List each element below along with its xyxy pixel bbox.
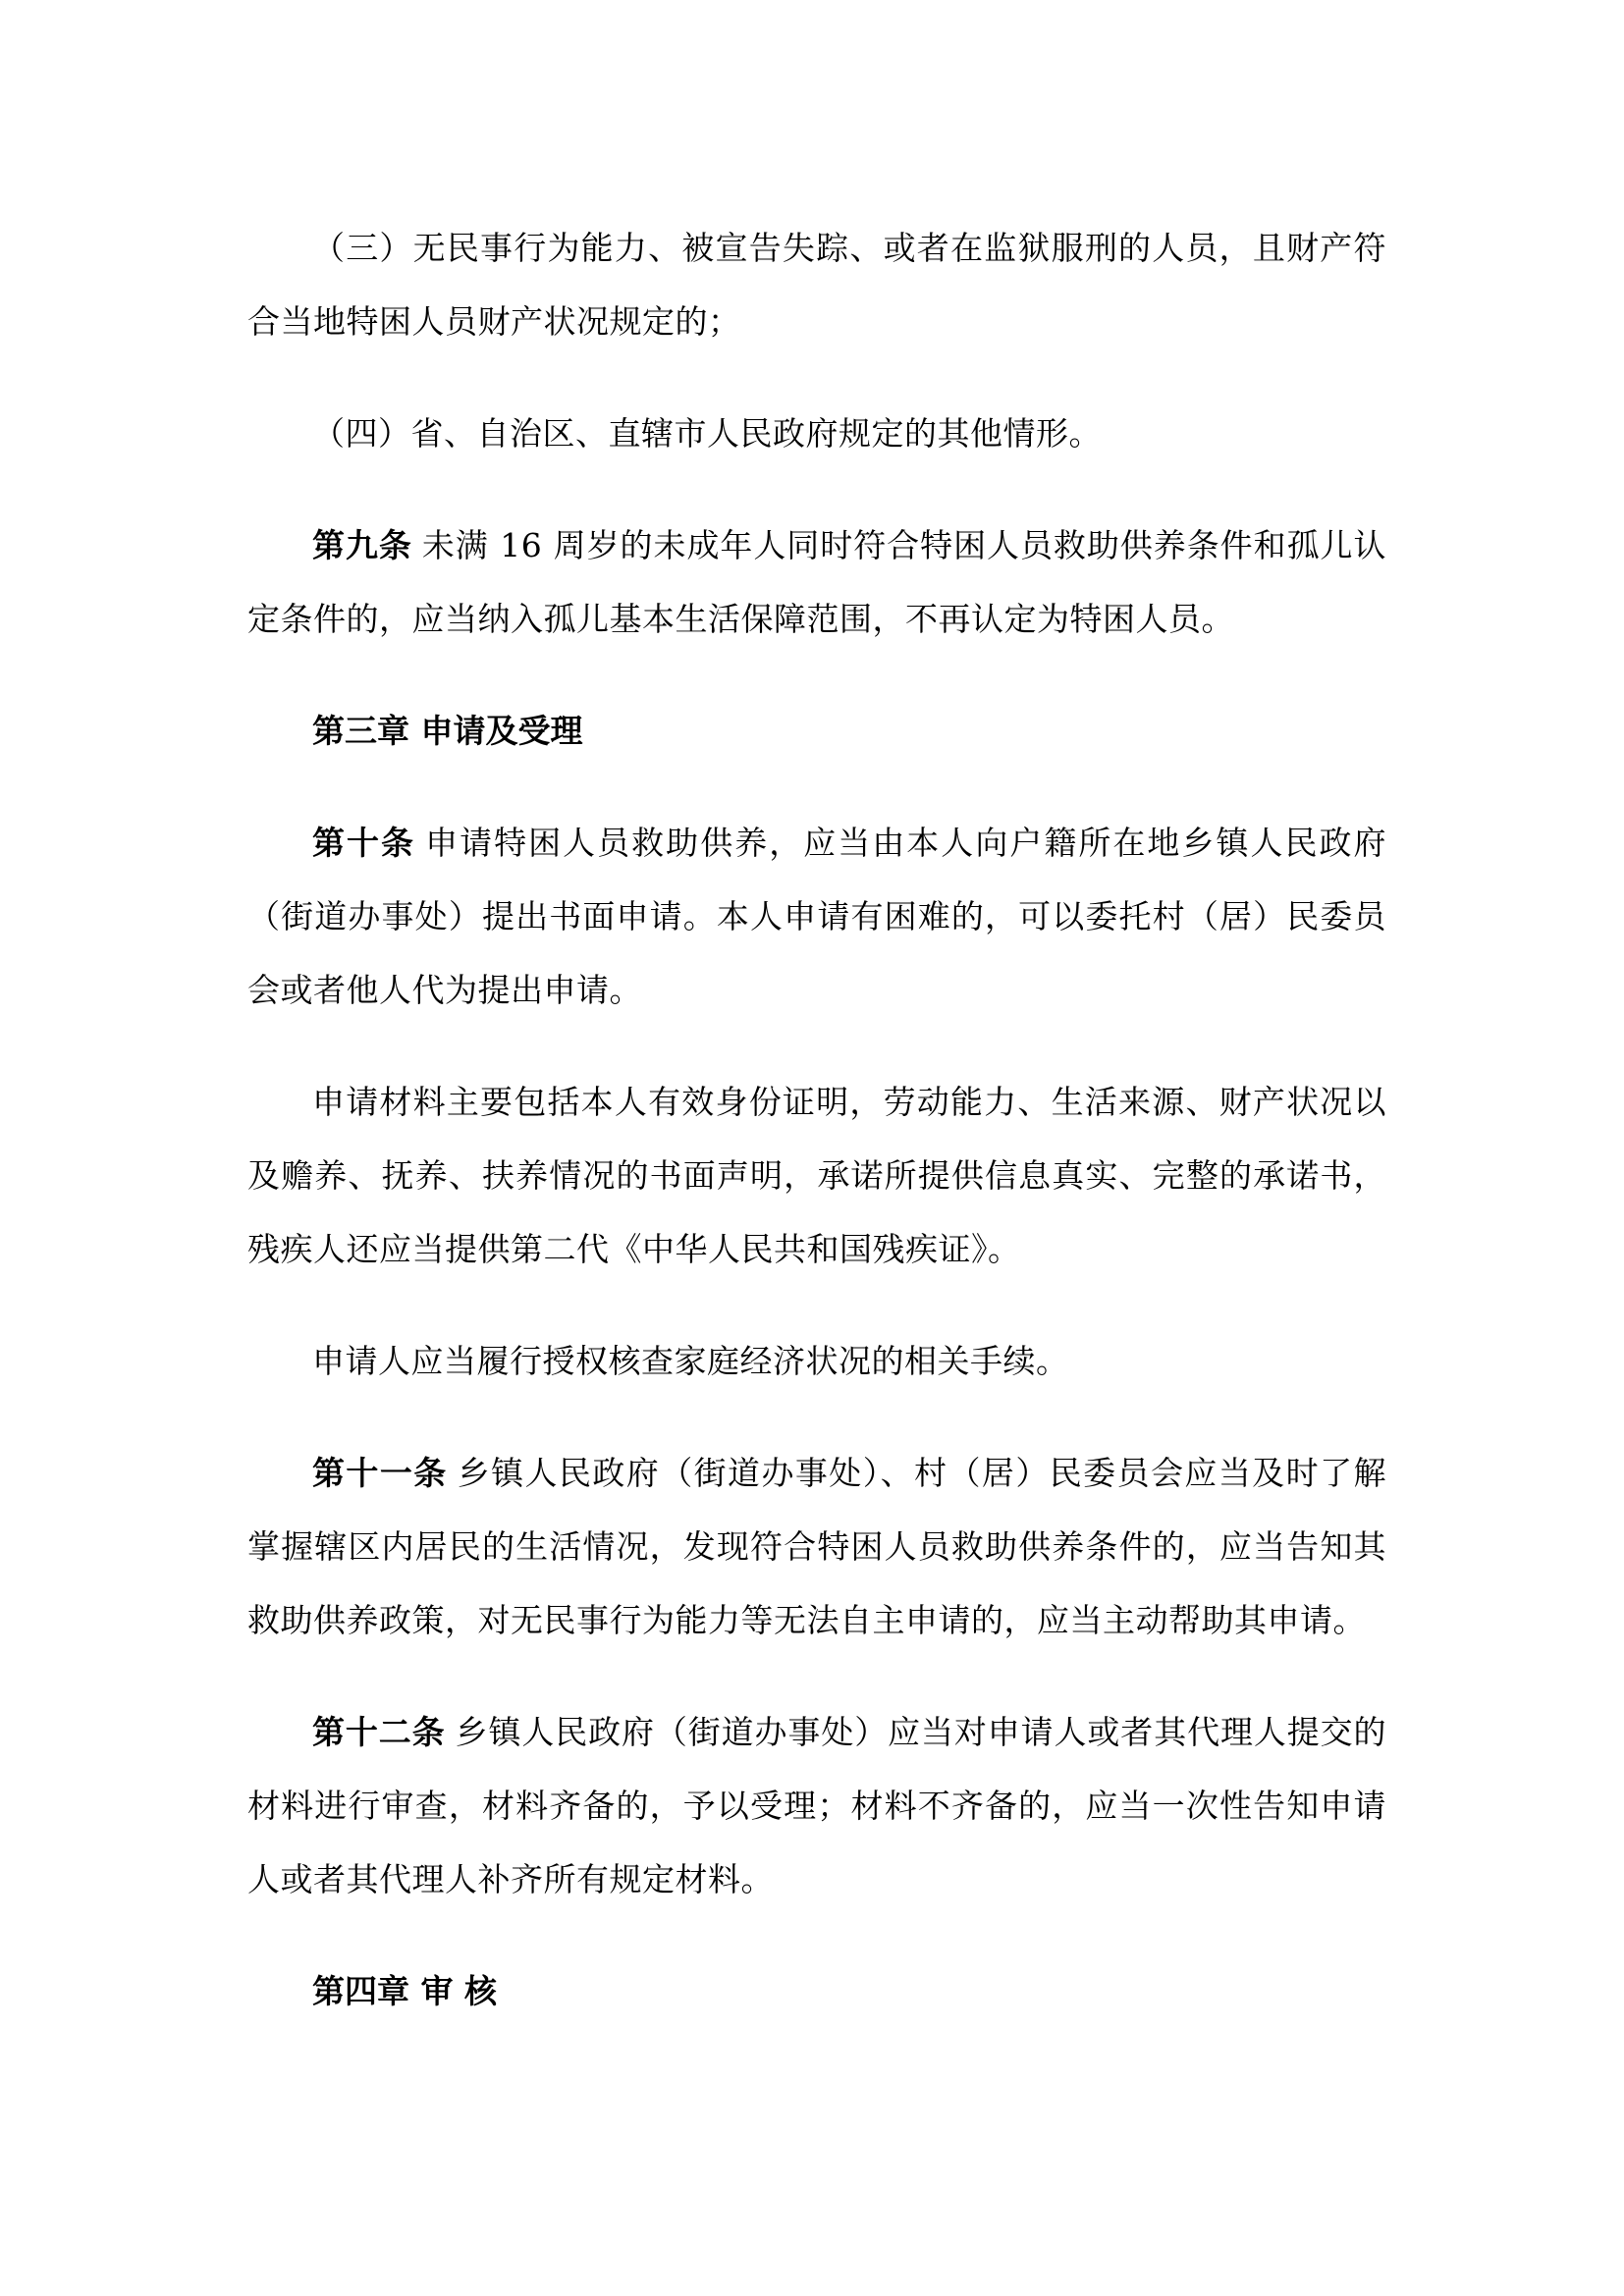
article-9 (247, 508, 1386, 656)
paragraph-text: （三）无民事行为能力、被宣告失踪、或者在监狱服刑的人员，且财产符合当地特困人员财产状况规定的； (247, 229, 1386, 341)
chapter-4-title: 第四章 审 核 (312, 1972, 497, 2010)
article-12 (247, 1695, 1386, 1916)
chapter-3-heading (247, 694, 1386, 768)
article-9-label: 第九条 (312, 526, 412, 564)
paragraph-item-4 (247, 397, 1386, 470)
article-12-text: 乡镇人民政府（街道办事处）应当对申请人或者其代理人提交的材料进行审查，材料齐备的，予以受理；材料不齐备的，应当一次性告知申请人或者其代理人补齐所有规定材料。 (247, 1713, 1387, 1898)
chapter-4-heading (247, 1954, 1386, 2028)
article-11 (247, 1436, 1386, 1657)
paragraph-text: （四）省、自治区、直辖市人民政府规定的其他情形。 (312, 414, 1102, 453)
chapter-3-title: 第三章 申请及受理 (312, 712, 583, 750)
paragraph-text: 申请材料主要包括本人有效身份证明，劳动能力、生活来源、财产状况以及赡养、抚养、扶养情况的书面声明，承诺所提供信息真实、完整的承诺书，残疾人还应当提供第二代《中华人民共和国残疾证》。 (247, 1083, 1386, 1268)
application-materials-paragraph (247, 1065, 1386, 1286)
authorization-paragraph (247, 1324, 1386, 1398)
article-11-label: 第十一条 (312, 1454, 448, 1492)
article-10-label: 第十条 (312, 824, 416, 862)
paragraph-text: 申请人应当履行授权核查家庭经济状况的相关手续。 (312, 1342, 1069, 1380)
paragraph-item-3 (247, 211, 1386, 358)
article-10-text: 申请特困人员救助供养，应当由本人向户籍所在地乡镇人民政府（街道办事处）提出书面申请。本人申请有困难的，可以委托村（居）民委员会或者他人代为提出申请。 (247, 824, 1387, 1009)
article-10 (247, 806, 1386, 1027)
article-9-text: 未满 16 周岁的未成年人同时符合特困人员救助供养条件和孤儿认定条件的，应当纳入孤儿基本生活保障范围，不再认定为特困人员。 (247, 526, 1386, 638)
article-12-label: 第十二条 (312, 1713, 446, 1751)
article-11-text: 乡镇人民政府（街道办事处）、村（居）民委员会应当及时了解掌握辖区内居民的生活情况，发现符合特困人员救助供养条件的，应当告知其救助供养政策，对无民事行为能力等无法自主申请的，应当主动帮助其申请。 (247, 1454, 1387, 1639)
document-page (247, 211, 1386, 2028)
